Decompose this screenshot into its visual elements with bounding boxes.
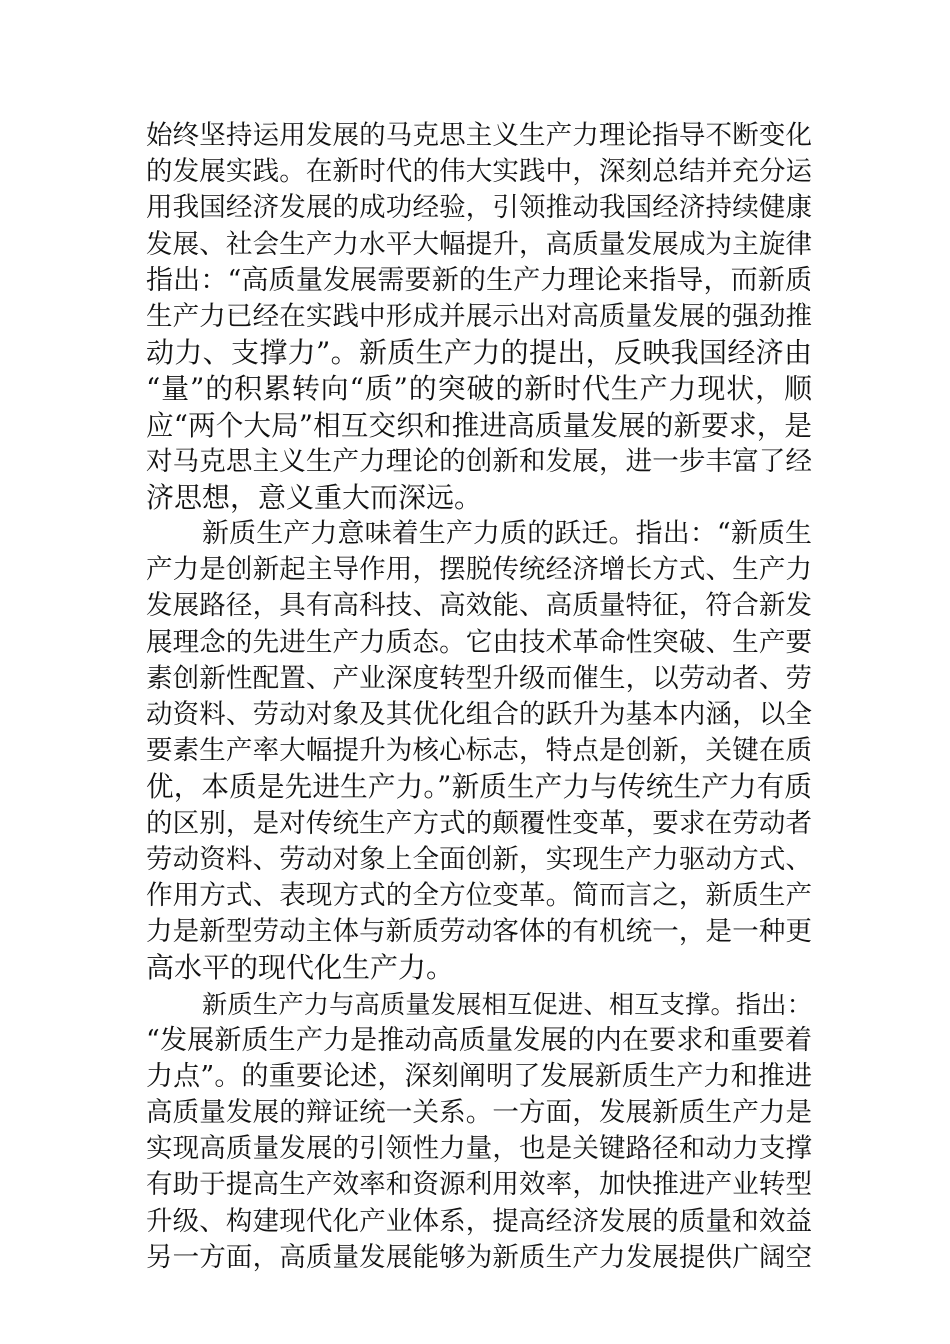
- text-line: 高质量发展的辩证统一关系。一方面，发展新质生产力是: [146, 1097, 812, 1129]
- text-line: 高水平的现代化生产力。: [146, 951, 455, 985]
- text-line: 素创新性配置、产业深度转型升级而催生，以劳动者、劳: [146, 662, 812, 694]
- text-line: 实现高质量发展的引领性力量，也是关键路径和动力支撑: [146, 1133, 812, 1165]
- text-line: 升级、构建现代化产业体系，提高经济发展的质量和效益: [146, 1205, 812, 1237]
- text-line: 作用方式、表现方式的全方位变革。简而言之，新质生产: [146, 879, 812, 911]
- text-line: 始终坚持运用发展的马克思主义生产力理论指导不断变化: [146, 120, 812, 151]
- text-line: 的区别，是对传统生产方式的颠覆性变革，要求在劳动者: [146, 807, 812, 839]
- text-line: 优，本质是先进生产力。”新质生产力与传统生产力有质: [146, 770, 812, 804]
- text-line: 指出：“高质量发展需要新的生产力理论来指导，而新质: [146, 264, 812, 296]
- text-line: 劳动资料、劳动对象上全面创新，实现生产力驱动方式、: [146, 843, 812, 875]
- text-line: 用我国经济发展的成功经验，引领推动我国经济持续健康: [146, 192, 812, 224]
- text-line: 济思想，意义重大而深远。: [146, 480, 483, 514]
- text-line: 动资料、劳动对象及其优化组合的跃升为基本内涵，以全: [146, 699, 812, 730]
- text-line: 力是新型劳动主体与新质劳动客体的有机统一，是一种更: [146, 916, 812, 948]
- text-line: 有助于提高生产效率和资源利用效率，加快推进产业转型: [146, 1169, 812, 1201]
- text-line: 动力、支撑力”。新质生产力的提出，反映我国经济由: [146, 336, 812, 370]
- text-line: 展理念的先进生产力质态。它由技术革命性突破、生产要: [146, 626, 812, 658]
- text-line: “发展新质生产力是推动高质量发展的内在要求和重要着: [146, 1024, 812, 1056]
- text-line: “量”的积累转向“质”的突破的新时代生产力现状，顺: [146, 372, 812, 406]
- text-line: 新质生产力与高质量发展相互促进、相互支撑。指出：: [202, 989, 812, 1019]
- text-line: 对马克思主义生产力理论的创新和发展，进一步丰富了经: [146, 445, 812, 477]
- text-line: 生产力已经在实践中形成并展示出对高质量发展的强劲推: [146, 300, 812, 332]
- text-line: 新质生产力意味着生产力质的跃迁。指出：“新质生: [202, 518, 812, 550]
- text-line: 应“两个大局”相互交织和推进高质量发展的新要求，是: [146, 408, 812, 442]
- text-line: 产力是创新起主导作用，摆脱传统经济增长方式、生产力: [146, 554, 812, 586]
- text-line: 要素生产率大幅提升为核心标志，特点是创新，关键在质: [146, 735, 812, 767]
- text-line: 发展路径，具有高科技、高效能、高质量特征，符合新发: [146, 590, 812, 622]
- document-body: [146, 118, 812, 1276]
- text-line: 力点”。的重要论述，深刻阐明了发展新质生产力和推进: [146, 1060, 812, 1092]
- text-line: 的发展实践。在新时代的伟大实践中，深刻总结并充分运: [146, 156, 812, 188]
- text-line: 另一方面，高质量发展能够为新质生产力发展提供广阔空: [146, 1241, 812, 1273]
- text-line: 发展、社会生产力水平大幅提升，高质量发展成为主旋律: [146, 228, 812, 260]
